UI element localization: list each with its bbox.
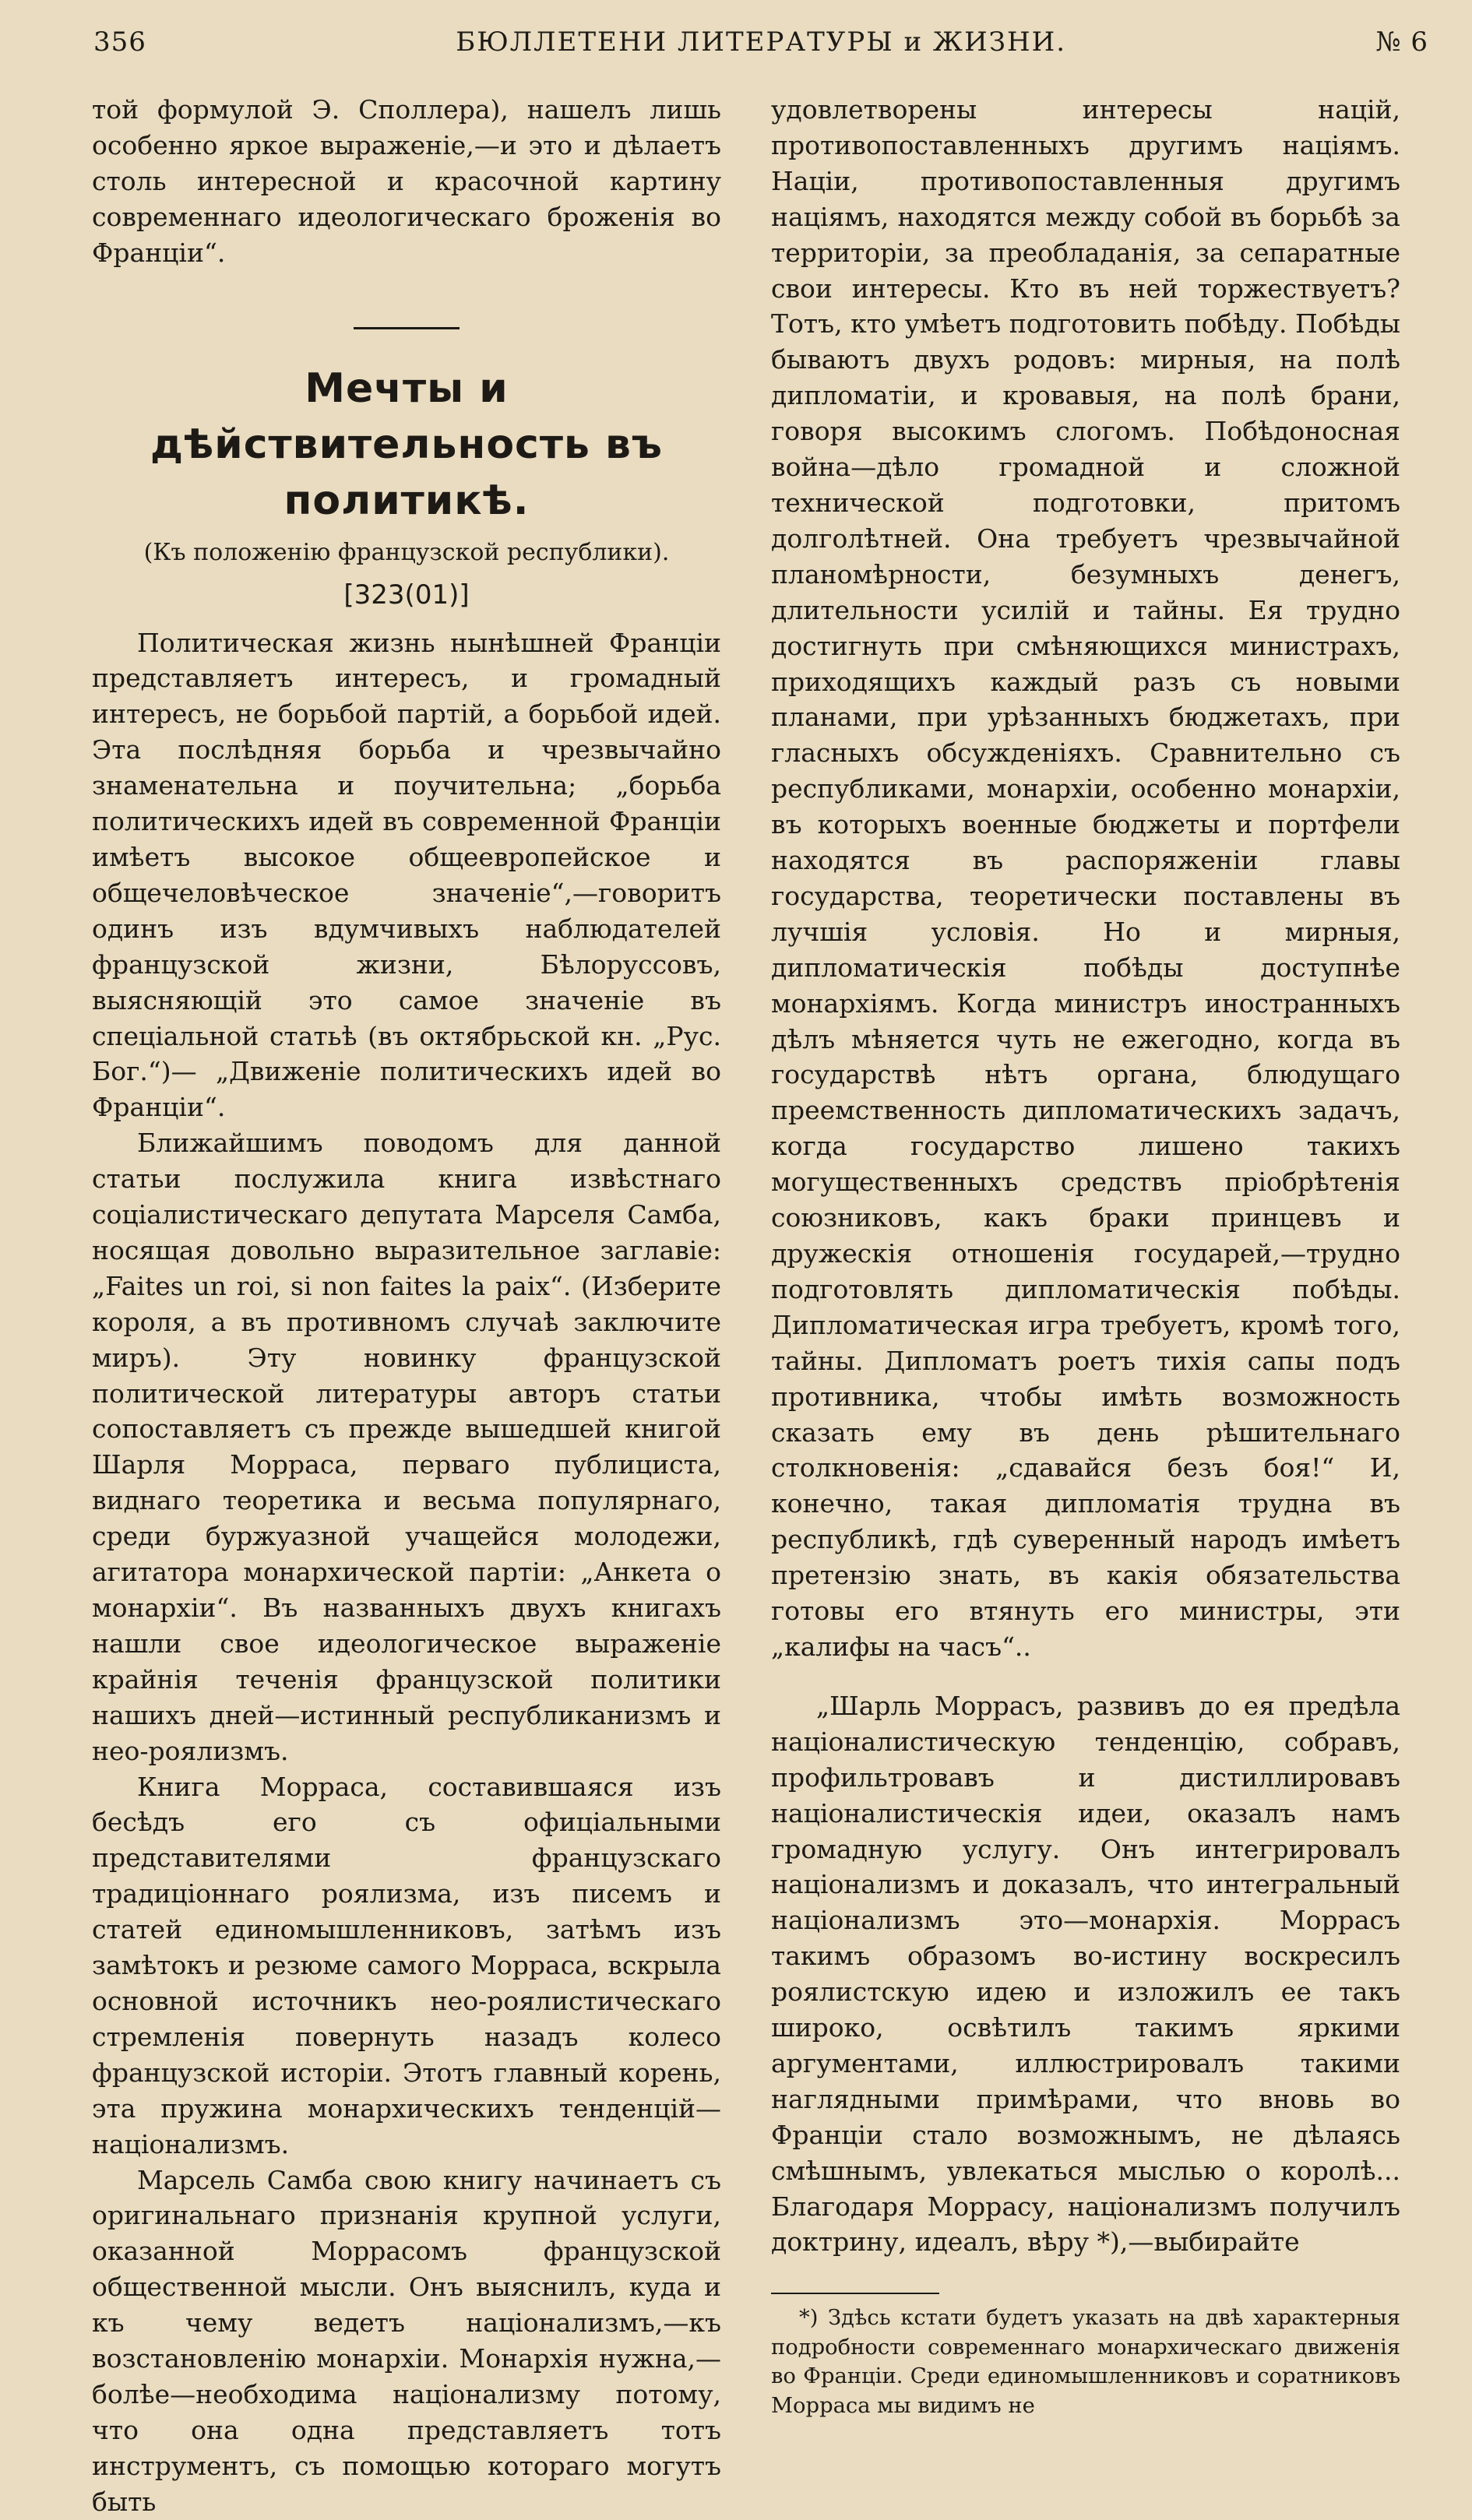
paragraph-5: удовлетворены интересы націй, противопоставленныхъ другимъ націямъ. Націи, противопоставленныя другимъ націямъ, находятся между собой въ борьбѣ за территоріи, за преобладанія, за сепаратные свои интересы. Кто въ ней торжествуетъ? Тотъ, кто умѣетъ подготовить побѣду. Побѣды бываютъ двухъ родовъ: мирныя, на полѣ дипломатіи, и кровавыя, на полѣ брани, говоря высокимъ слогомъ. Побѣдоносная война—дѣло громадной и сложной технической подготовки, притомъ долголѣтней. Она требуетъ чрезвычайной планомѣрности, безумныхъ денегъ, длительности усилій и тайны. Ея трудно достигнуть при смѣняющихся министрахъ, приходящихъ каждый разъ съ новыми планами, при урѣзанныхъ бюджетахъ, при гласныхъ обсужденіяхъ. Сравнительно съ республиками, монархіи, особенно монархіи, въ которыхъ военные бюджеты и портфели находятся въ распоряженіи главы государства, теоретически поставлены въ лучшія условія. Но и мирныя, дипломатическія побѣды доступнѣе монархіямъ. Когда министръ иностранныхъ дѣлъ мѣняется чуть не ежегодно, когда въ государствѣ нѣтъ органа, блюдущаго преемственность дипломатическихъ задачъ, когда государство лишено такихъ могущественныхъ средствъ пріобрѣтенія союзниковъ, какъ браки принцевъ и дружескія отношенія государей,—трудно подготовлять дипломатическія побѣды. Дипломатическая игра требуетъ, кромѣ того, тайны. Дипломатъ роетъ тихія сапы подъ противника, чтобы имѣть возможность сказать ему въ день рѣшительнаго столкновенія: „сдавайся безъ боя!“ И, конечно, такая дипломатія трудна въ республикѣ, гдѣ суверенный народъ имѣетъ претензію знать, въ какія обязательства готовы его втянуть его министры, эти „калифы на часъ“.. xyxy=(771,94,1400,1662)
paragraph-1: Политическая жизнь нынѣшней Франціи представляетъ интересъ, и громадный интересъ, не борьбой партій, а борьбой идей. Эта послѣдняя борьба и чрезвычайно знаменательна и поучительна; „борьба политическихъ идей въ современной Франціи имѣетъ высокое общеевропейское и общечеловѣческое значеніе“,—говоритъ одинъ изъ вдумчивыхъ наблюдателей французской жизни, Бѣлоруссовъ, выясняющій это самое значеніе въ спеціальной статьѣ (въ октябрьской кн. „Рус. Бог.“)— „Движеніе политическихъ идей во Франціи“. xyxy=(92,627,721,1123)
page-number: 356 xyxy=(93,26,146,58)
page-header xyxy=(93,19,1428,65)
section-divider xyxy=(354,327,460,329)
intro-tail-paragraph: той формулой Э. Споллера), нашелъ лишь особенно яркое выраженіе,—и это и дѣлаетъ столь интересной и красочной картину современнаго идеологическаго броженія во Франціи“. xyxy=(92,94,721,268)
classification-code: [323(01)] xyxy=(343,579,470,611)
running-title: БЮЛЛЕТЕНИ ЛИТЕРАТУРЫ и ЖИЗНИ. xyxy=(456,26,1067,58)
paragraph-6: „Шарль Моррасъ, развивъ до ея предѣла націоналистическую тенденцію, собравъ, профильтровавъ и дистиллировавъ націоналистическія идеи, оказалъ намъ громадную услугу. Онъ интегрировалъ націонализмъ и доказалъ, что интегральный націонализмъ это—монархія. Моррасъ такимъ образомъ во-истину воскресилъ роялистскую идею и изложилъ ее такъ широко, освѣтилъ такимъ яркими аргументами, иллюстрировалъ такими наглядными примѣрами, что вновь во Франціи стало возможнымъ, не дѣлаясь смѣшнымъ, увлекаться мыслью о королѣ... Благодаря Моррасу, націонализмъ получилъ доктрину, идеалъ, вѣру *),—выбирайте xyxy=(771,1690,1400,2258)
footnote-rule xyxy=(771,2293,939,2294)
paragraph-3: Книга Морраса, составившаяся изъ бесѣдъ его съ офиціальными представителями французскаго традиціоннаго роялизма, изъ писемъ и статей единомышленниковъ, затѣмъ изъ замѣтокъ и резюме самого Морраса, вскрыла основной источникъ нео-роялистическаго стремленія повернуть назадъ колесо французской исторіи. Этотъ главный корень, эта пружина монархическихъ тенденцій—націонализмъ. xyxy=(92,1771,721,2159)
issue-number: № 6 xyxy=(1375,26,1428,58)
article-title: Мечты и дѣйствительность въ политикѣ. xyxy=(150,364,663,524)
left-column xyxy=(92,92,721,2520)
paragraph-4: Марсель Самба свою книгу начинаетъ съ оригинальнаго признанія крупной услуги, оказанной Моррасомъ французской общественной мысли. Онъ выяснилъ, куда и къ чему ведетъ націонализмъ,—къ возстановленію монархіи. Монархія нужна,—болѣе—необходима націонализму потому, что она одна представляетъ тотъ инструментъ, съ помощью котораго могутъ быть xyxy=(92,2164,721,2517)
article-subtitle: (Къ положенію французской республики). xyxy=(143,538,670,566)
footnote: *) Здѣсь кстати будетъ указать на двѣ характерныя подробности современнаго монархическаго движенія во Франціи. Среди единомышленниковъ и соратниковъ Морраса мы видимъ не xyxy=(771,2306,1400,2418)
right-column xyxy=(771,92,1400,2420)
paragraph-2: Ближайшимъ поводомъ для данной статьи послужила книга извѣстнаго соціалистическаго депутата Марселя Самба, носящая довольно выразительное заглавіе: „Faites un roi, si non faites la paix“. (Изберите короля, а въ противномъ случаѣ заключите миръ). Эту новинку французской политической литературы авторъ статьи сопоставляетъ съ прежде вышедшей книгой Шарля Морраса, перваго публициста, виднаго теоретика и весьма популярнаго, среди буржуазной учащейся молодежи, агитатора монархической партіи: „Анкета о монархіи“. Въ названныхъ двухъ книгахъ нашли свое идеологическое выраженіе крайнія теченія французской политики нашихъ дней—истинный республиканизмъ и нео-роялизмъ. xyxy=(92,1128,721,1766)
